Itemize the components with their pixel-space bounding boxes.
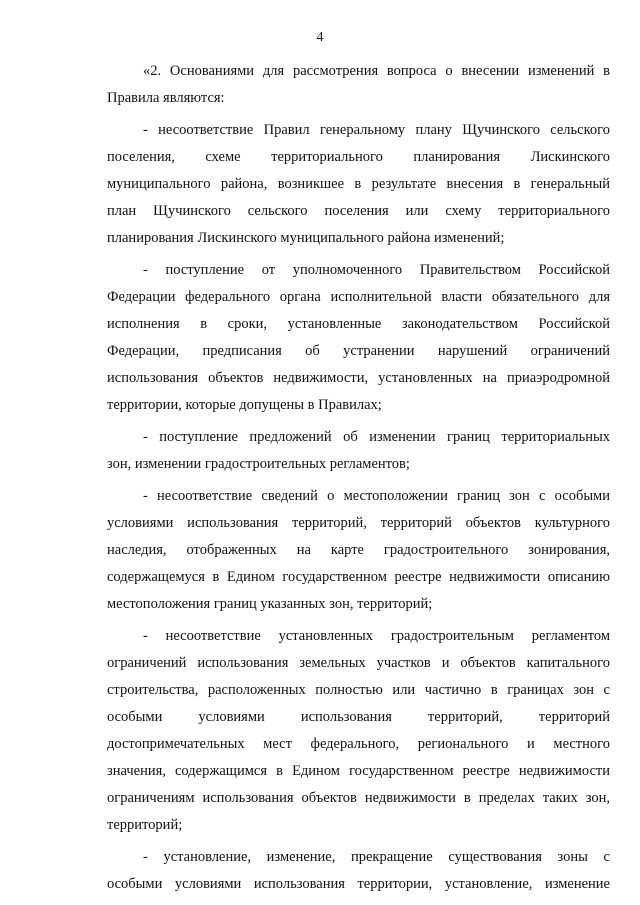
text-line: - несоответствие установленных градостроительным регламентом <box>143 628 610 644</box>
text-line: особыми условиями использования территорий, территорий <box>107 709 610 725</box>
text-line: исполнения в сроки, установленные законодательством Российской <box>107 316 610 332</box>
paragraph-5 <box>107 483 610 618</box>
text-line: использования объектов недвижимости, установленных на приаэродромной <box>107 370 610 386</box>
text-line: - установление, изменение, прекращение существования зоны с <box>143 849 610 865</box>
text-line: местоположения границ указанных зон, территорий; <box>107 596 433 612</box>
paragraph-2 <box>107 117 610 252</box>
text-line: Федерации федерального органа исполнительной власти обязательного для <box>107 289 610 305</box>
page-number: 4 <box>316 30 324 45</box>
text-line: условиями использования территорий, территорий объектов культурного <box>107 515 610 531</box>
text-line: план Щучинского сельского поселения или схему территориального <box>107 203 610 219</box>
text-line: строительства, расположенных полностью или частично в границах зон с <box>107 682 610 698</box>
text-line: наследия, отображенных на карте градостроительного зонирования, <box>107 542 610 558</box>
text-line: - поступление предложений об изменении границ территориальных <box>143 429 610 445</box>
text-line: особыми условиями использования территории, установление, изменение <box>107 876 610 892</box>
text-line: поселения, схеме территориального планирования Лискинского <box>107 149 610 165</box>
paragraph-4 <box>107 424 610 478</box>
text-line: - несоответствие сведений о местоположении границ зон с особыми <box>143 488 610 504</box>
paragraph-7 <box>107 844 610 898</box>
text-line: «2. Основаниями для рассмотрения вопроса о внесении изменений в <box>143 63 610 79</box>
text-line: - поступление от уполномоченного Правительством Российской <box>143 262 610 278</box>
text-line: ограничениям использования объектов недвижимости в пределах таких зон, <box>107 790 610 806</box>
text-line: территорий; <box>107 817 183 833</box>
paragraph-1 <box>107 58 610 112</box>
text-line: территории, которые допущены в Правилах; <box>107 397 382 413</box>
text-line: Правила являются: <box>107 90 225 106</box>
paragraph-3 <box>107 257 610 419</box>
text-line: Федерации, предписания об устранении нарушений ограничений <box>107 343 610 359</box>
paragraph-6 <box>107 623 610 839</box>
text-line: содержащемуся в Едином государственном реестре недвижимости описанию <box>107 569 610 585</box>
text-line: значения, содержащимся в Едином государственном реестре недвижимости <box>107 763 610 779</box>
document-body <box>107 58 610 903</box>
text-line: муниципального района, возникшее в результате внесения в генеральный <box>107 176 610 192</box>
text-line: достопримечательных мест федерального, регионального и местного <box>107 736 610 752</box>
text-line: зон, изменении градостроительных регламентов; <box>107 456 410 472</box>
text-line: ограничений использования земельных участков и объектов капитального <box>107 655 610 671</box>
text-line: планирования Лискинского муниципального района изменений; <box>107 230 505 246</box>
text-line: - несоответствие Правил генеральному плану Щучинского сельского <box>143 122 610 138</box>
